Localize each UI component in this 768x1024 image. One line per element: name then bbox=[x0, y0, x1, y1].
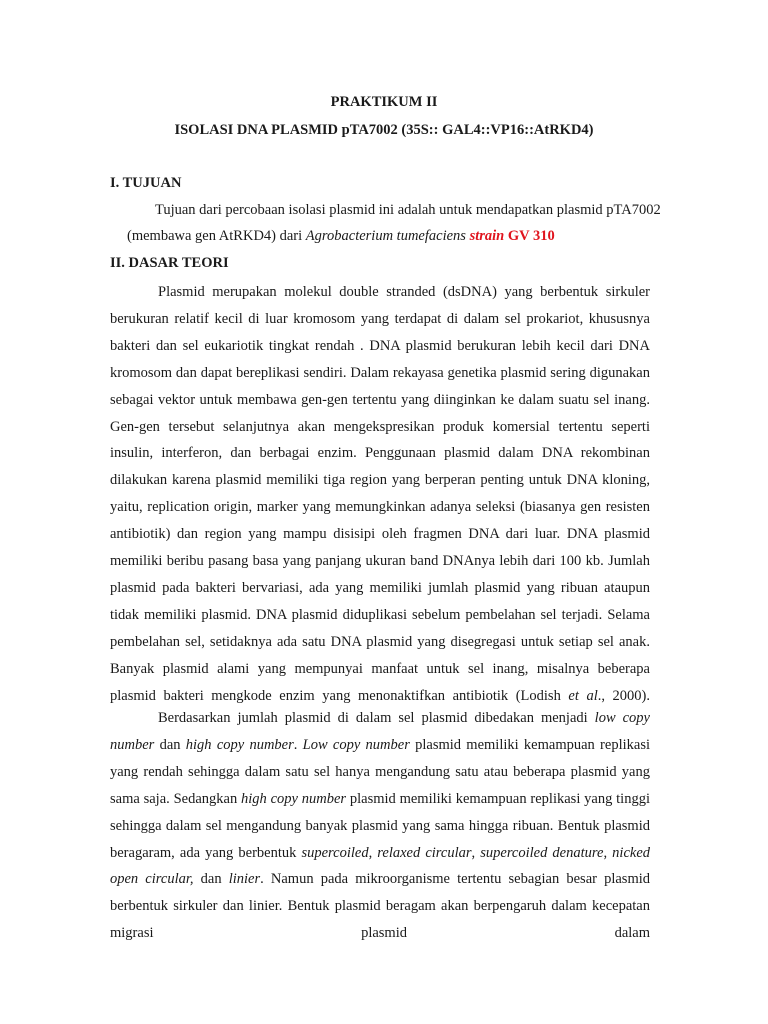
p2-s3: . bbox=[293, 736, 303, 753]
strain-word: strain bbox=[469, 228, 505, 244]
tujuan-text-b: (membawa gen AtRKD4) dari bbox=[127, 228, 306, 244]
page-subtitle: ISOLASI DNA PLASMID pTA7002 (35S:: GAL4::VP16::AtRKD4) bbox=[174, 122, 594, 138]
tujuan-text-a: Tujuan dari percobaan isolasi plasmid ini adalah untuk mendapatkan plasmid pTA7002 bbox=[155, 202, 661, 218]
paragraph-copy-number bbox=[110, 705, 650, 947]
tujuan-paragraph bbox=[127, 197, 662, 249]
p1-citation-end: ., 2000). bbox=[597, 687, 650, 704]
p2-term-linier: linier bbox=[228, 871, 261, 888]
p1-et-al: et al bbox=[568, 687, 598, 704]
p2-term-low-copy-2: Low copy number bbox=[302, 736, 410, 753]
page-title: PRAKTIKUM II bbox=[330, 94, 438, 110]
p2-term-supercoiled-denature: supercoiled denature bbox=[480, 844, 604, 861]
p2-s7: , bbox=[471, 844, 481, 861]
p2-term-nicked-open-circular: nicked open circular, bbox=[110, 844, 651, 888]
p2-s1: Berdasarkan jumlah plasmid di dalam sel plasmid dibedakan menjadi bbox=[158, 710, 595, 726]
p2-term-high-copy-2: high copy number bbox=[241, 790, 347, 807]
p2-s9: dan bbox=[193, 871, 229, 888]
section-heading-tujuan: I. TUJUAN bbox=[110, 175, 182, 191]
p2-s10: . Namun pada mikroorganisme tertentu sebagian besar plasmid berbentuk sirkuler dan linier. Bentuk plasmid beragam akan berpengaruh dalam kecepatan migrasi plasmid dalam bbox=[110, 871, 651, 942]
section-heading-dasar-teori: II. DASAR TEORI bbox=[110, 255, 229, 271]
p2-term-relaxed-circular: relaxed circular bbox=[377, 844, 472, 861]
p2-term-supercoiled: supercoiled bbox=[301, 844, 369, 861]
p2-s5: plasmid memiliki kemampuan replikasi yang tinggi sehingga dalam sel mengandung banyak plasmid yang sama hingga ribuan. Bentuk plasmid beragaram, ada yang berbentuk bbox=[110, 790, 650, 861]
p2-term-high-copy: high copy number bbox=[185, 736, 294, 753]
p2-s4: plasmid memiliki kemampuan replikasi yang rendah sehingga dalam satu sel hanya mengandung satu atau beberapa plasmid yang sama saja. Sedangkan bbox=[110, 736, 650, 807]
species-name: Agrobacterium tumefaciens bbox=[305, 228, 466, 244]
paragraph-plasmid-definition bbox=[110, 279, 650, 710]
p1-main-text: Plasmid merupakan molekul double stranded (dsDNA) yang berbentuk sirkuler berukuran relatif kecil di luar kromosom yang terdapat di dalam sel prokariot, khususnya bakteri dan sel eukariotik tingkat rendah . DNA plasmid berukuran lebih kecil dari DNA kromosom dan dapat bereplikasi sendiri. Dalam rekayasa genetika plasmid sering digunakan sebagai vektor untuk membawa gen-gen tertentu yang diinginkan ke dalam suatu sel inang. Gen-gen tersebut selanjutnya akan mengekspresikan produk komersial tertentu seperti insulin, interferon, dan berbagai enzim. Penggunaan plasmid dalam DNA rekombinan dilakukan karena plasmid memiliki tiga region yang berperan penting untuk DNA kloning, yaitu, replication origin, marker yang memungkinkan adanya seleksi (biasanya gen resisten antibiotik) dan region yang mampu disisipi oleh fragmen DNA dari luar. DNA plasmid memiliki beribu pasang basa yang panjang ukuran band DNAnya lebih dari 100 kb. Jumlah plasmid pada bakteri bervariasi, ada yang memiliki jumlah plasmid yang ribuan ataupun tidak memiliki plasmid. DNA plasmid diduplikasi sebelum pembelahan sel terjadi. Selama pembelahan sel, setidaknya ada satu DNA plasmid yang disegregasi untuk setiap sel anak. Banyak plasmid alami yang mempunyai manfaat untuk sel inang, misalnya beberapa plasmid bakteri mengkode enzim yang menonaktifkan antibiotik (Lodish bbox=[110, 284, 650, 704]
p2-s6: , bbox=[368, 844, 378, 861]
p2-s8: , bbox=[603, 844, 613, 861]
p2-s2: dan bbox=[154, 736, 186, 753]
strain-id: GV 310 bbox=[507, 228, 555, 244]
p2-term-low-copy: low copy number bbox=[110, 710, 650, 753]
